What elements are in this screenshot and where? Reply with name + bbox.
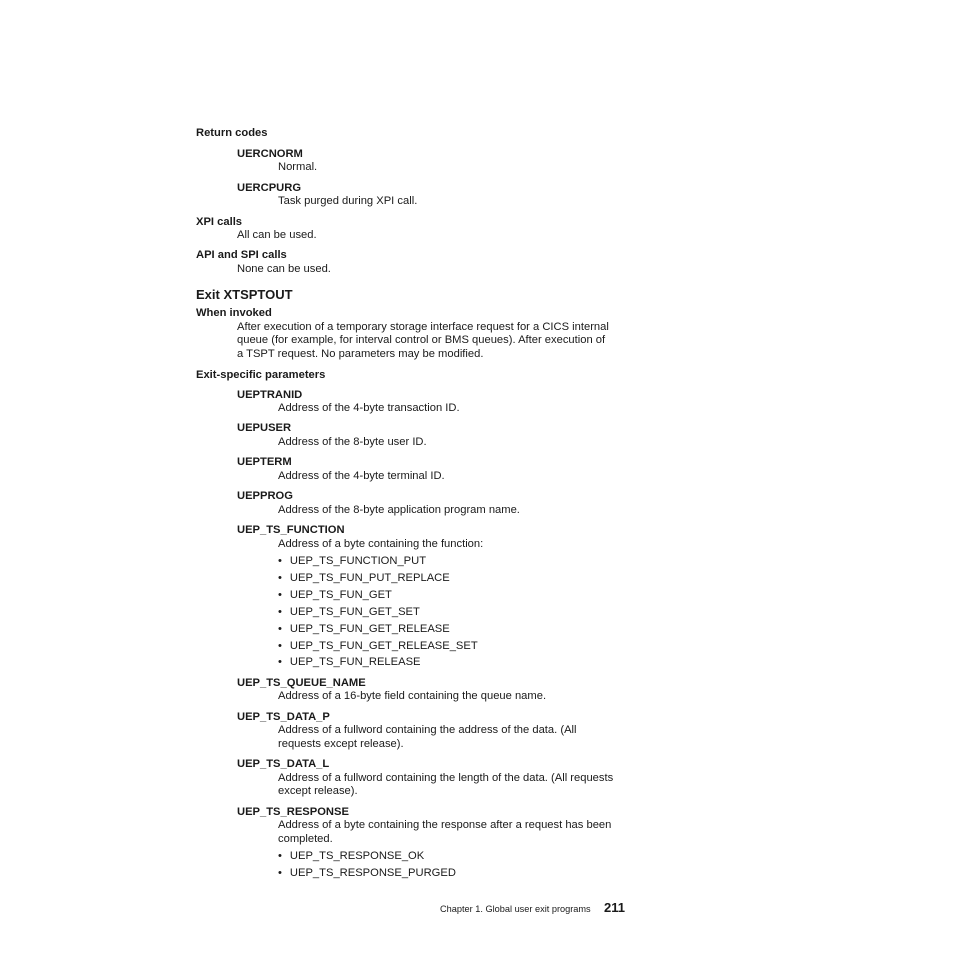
bullet-item bbox=[278, 623, 450, 635]
bullet-text: UEP_TS_FUN_RELEASE bbox=[289, 656, 421, 668]
param-desc: requests except release). bbox=[278, 738, 404, 750]
param-name: UEPPROG bbox=[237, 490, 293, 502]
bullet-icon: • bbox=[278, 589, 282, 601]
bullet-text: UEP_TS_FUN_PUT_REPLACE bbox=[289, 572, 450, 584]
bullet-icon: • bbox=[278, 606, 282, 618]
return-code-desc: Normal. bbox=[278, 161, 318, 173]
bullet-icon: • bbox=[278, 555, 282, 567]
xpi-calls-text: All can be used. bbox=[237, 229, 317, 241]
param-desc: Address of a fullword containing the length of the data. (All requests bbox=[278, 772, 614, 784]
bullet-item bbox=[278, 555, 426, 567]
param-desc: Address of the 8-byte application program name. bbox=[278, 504, 520, 516]
param-desc: completed. bbox=[278, 833, 333, 845]
when-invoked-heading: When invoked bbox=[196, 307, 272, 319]
param-desc: Address of a fullword containing the address of the data. (All bbox=[278, 724, 577, 736]
bullet-text: UEP_TS_FUN_GET_RELEASE bbox=[289, 623, 450, 635]
bullet-text: UEP_TS_FUN_GET_RELEASE_SET bbox=[289, 640, 478, 652]
param-name: UEP_TS_FUNCTION bbox=[237, 524, 345, 536]
bullet-icon: • bbox=[278, 867, 282, 879]
param-name: UEPUSER bbox=[237, 422, 292, 434]
bullet-item bbox=[278, 867, 456, 879]
when-invoked-line: a TSPT request. No parameters may be modified. bbox=[237, 348, 484, 360]
param-name: UEP_TS_RESPONSE bbox=[237, 806, 349, 818]
footer-chapter: Chapter 1. Global user exit programs bbox=[440, 904, 591, 914]
when-invoked-line: queue (for example, for interval control or BMS queues). After execution of bbox=[237, 334, 606, 346]
param-desc: Address of the 8-byte user ID. bbox=[278, 436, 427, 448]
bullet-text: UEP_TS_FUN_GET bbox=[289, 589, 392, 601]
param-name: UEPTERM bbox=[237, 456, 292, 468]
bullet-text: UEP_TS_FUN_GET_SET bbox=[289, 606, 420, 618]
bullet-item bbox=[278, 606, 420, 618]
bullet-text: UEP_TS_RESPONSE_OK bbox=[289, 850, 425, 862]
return-code-name: UERCNORM bbox=[237, 148, 303, 160]
bullet-text: UEP_TS_RESPONSE_PURGED bbox=[289, 867, 456, 879]
param-desc: Address of a 16-byte field containing the queue name. bbox=[278, 690, 547, 702]
exit-title: Exit XTSPTOUT bbox=[196, 287, 293, 302]
param-desc: Address of a byte containing the function: bbox=[278, 538, 484, 550]
page-number: 211 bbox=[604, 900, 625, 915]
param-desc: Address of a byte containing the response after a request has been bbox=[278, 819, 612, 831]
param-name: UEPTRANID bbox=[237, 389, 303, 401]
bullet-item bbox=[278, 589, 392, 601]
param-desc: except release). bbox=[278, 785, 358, 797]
bullet-text: UEP_TS_FUNCTION_PUT bbox=[289, 555, 427, 567]
return-codes-heading: Return codes bbox=[196, 127, 268, 139]
param-name: UEP_TS_QUEUE_NAME bbox=[237, 677, 366, 689]
bullet-item bbox=[278, 656, 421, 668]
api-spi-calls-heading: API and SPI calls bbox=[196, 249, 287, 261]
param-desc: Address of the 4-byte transaction ID. bbox=[278, 402, 460, 414]
param-desc: Address of the 4-byte terminal ID. bbox=[278, 470, 445, 482]
api-spi-calls-text: None can be used. bbox=[237, 263, 331, 275]
param-name: UEP_TS_DATA_L bbox=[237, 758, 330, 770]
when-invoked-line: After execution of a temporary storage interface request for a CICS internal bbox=[237, 321, 609, 333]
return-code-name: UERCPURG bbox=[237, 182, 302, 194]
bullet-icon: • bbox=[278, 623, 282, 635]
bullet-icon: • bbox=[278, 656, 282, 668]
exit-params-heading: Exit-specific parameters bbox=[196, 369, 326, 381]
bullet-icon: • bbox=[278, 640, 282, 652]
bullet-item bbox=[278, 572, 450, 584]
return-code-desc: Task purged during XPI call. bbox=[278, 195, 418, 207]
bullet-icon: • bbox=[278, 850, 282, 862]
param-name: UEP_TS_DATA_P bbox=[237, 711, 330, 723]
bullet-item bbox=[278, 640, 478, 652]
bullet-item bbox=[278, 850, 424, 862]
bullet-icon: • bbox=[278, 572, 282, 584]
xpi-calls-heading: XPI calls bbox=[196, 216, 243, 228]
